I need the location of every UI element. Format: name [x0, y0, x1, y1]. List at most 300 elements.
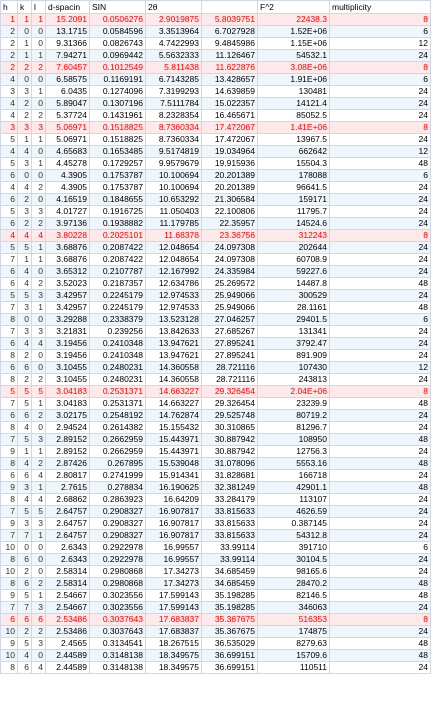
cell-two-theta[interactable]: 9.4845986 — [202, 38, 258, 50]
cell-two-theta[interactable]: 15.022357 — [202, 98, 258, 110]
cell-theta[interactable]: 12.048654 — [146, 254, 202, 266]
cell-sin[interactable]: 0.1729257 — [90, 158, 146, 170]
cell-sin[interactable]: 0.0506276 — [90, 14, 146, 26]
cell-d-spacing[interactable]: 2.64757 — [46, 530, 90, 542]
cell-theta[interactable]: 18.267515 — [146, 638, 202, 650]
cell-h[interactable]: 8 — [1, 662, 18, 674]
cell-sin[interactable]: 0.239256 — [90, 326, 146, 338]
cell-d-spacing[interactable]: 2.58314 — [46, 578, 90, 590]
cell-f-squared[interactable]: 13967.5 — [258, 134, 330, 146]
cell-h[interactable]: 5 — [1, 386, 18, 398]
cell-f-squared[interactable]: 3792.47 — [258, 338, 330, 350]
cell-theta[interactable]: 18.349575 — [146, 662, 202, 674]
cell-k[interactable]: 1 — [18, 50, 32, 62]
cell-l[interactable]: 0 — [32, 74, 46, 86]
cell-f-squared[interactable]: 29401.5 — [258, 314, 330, 326]
cell-l[interactable]: 2 — [32, 626, 46, 638]
cell-theta[interactable]: 16.907817 — [146, 506, 202, 518]
cell-two-theta[interactable]: 25.949066 — [202, 302, 258, 314]
cell-theta[interactable]: 16.907817 — [146, 530, 202, 542]
cell-sin[interactable]: 0.1916725 — [90, 206, 146, 218]
cell-l[interactable]: 0 — [32, 170, 46, 182]
cell-two-theta[interactable]: 24.335984 — [202, 266, 258, 278]
cell-d-spacing[interactable]: 3.42957 — [46, 290, 90, 302]
cell-l[interactable]: 0 — [32, 194, 46, 206]
cell-k[interactable]: 7 — [18, 602, 32, 614]
cell-multiplicity[interactable]: 24 — [330, 374, 431, 386]
cell-k[interactable]: 2 — [18, 218, 32, 230]
cell-d-spacing[interactable]: 4.16519 — [46, 194, 90, 206]
cell-f-squared[interactable]: 516353 — [258, 614, 330, 626]
cell-l[interactable]: 1 — [32, 446, 46, 458]
cell-l[interactable]: 0 — [32, 554, 46, 566]
cell-l[interactable]: 4 — [32, 662, 46, 674]
cell-two-theta[interactable]: 14.639859 — [202, 86, 258, 98]
cell-multiplicity[interactable]: 48 — [330, 434, 431, 446]
cell-h[interactable]: 5 — [1, 242, 18, 254]
cell-two-theta[interactable]: 20.201389 — [202, 170, 258, 182]
cell-d-spacing[interactable]: 2.87426 — [46, 458, 90, 470]
cell-theta[interactable]: 17.34273 — [146, 566, 202, 578]
cell-multiplicity[interactable]: 8 — [330, 614, 431, 626]
cell-k[interactable]: 4 — [18, 146, 32, 158]
cell-multiplicity[interactable]: 24 — [330, 290, 431, 302]
cell-h[interactable]: 6 — [1, 410, 18, 422]
cell-l[interactable]: 5 — [32, 506, 46, 518]
cell-l[interactable]: 0 — [32, 422, 46, 434]
cell-d-spacing[interactable]: 6.0435 — [46, 86, 90, 98]
cell-multiplicity[interactable]: 12 — [330, 362, 431, 374]
cell-theta[interactable]: 14.663227 — [146, 386, 202, 398]
cell-theta[interactable]: 11.68378 — [146, 230, 202, 242]
cell-sin[interactable]: 0.0584596 — [90, 26, 146, 38]
cell-l[interactable]: 2 — [32, 410, 46, 422]
cell-theta[interactable]: 12.048654 — [146, 242, 202, 254]
cell-theta[interactable]: 15.443971 — [146, 446, 202, 458]
cell-multiplicity[interactable]: 8 — [330, 122, 431, 134]
cell-theta[interactable]: 7.5111784 — [146, 98, 202, 110]
cell-d-spacing[interactable]: 3.19456 — [46, 338, 90, 350]
cell-h[interactable]: 5 — [1, 134, 18, 146]
cell-theta[interactable]: 12.634786 — [146, 278, 202, 290]
cell-theta[interactable]: 15.155432 — [146, 422, 202, 434]
cell-two-theta[interactable]: 24.097308 — [202, 254, 258, 266]
cell-h[interactable]: 6 — [1, 338, 18, 350]
cell-k[interactable]: 0 — [18, 314, 32, 326]
cell-d-spacing[interactable]: 2.44589 — [46, 650, 90, 662]
cell-sin[interactable]: 0.2087422 — [90, 254, 146, 266]
cell-f-squared[interactable]: 130481 — [258, 86, 330, 98]
cell-l[interactable]: 1 — [32, 14, 46, 26]
cell-l[interactable]: 2 — [32, 110, 46, 122]
cell-sin[interactable]: 0.2107787 — [90, 266, 146, 278]
cell-multiplicity[interactable]: 24 — [330, 110, 431, 122]
cell-sin[interactable]: 0.2863923 — [90, 494, 146, 506]
cell-h[interactable]: 9 — [1, 482, 18, 494]
cell-k[interactable]: 4 — [18, 422, 32, 434]
cell-f-squared[interactable]: 81296.7 — [258, 422, 330, 434]
cell-d-spacing[interactable]: 3.65312 — [46, 266, 90, 278]
cell-sin[interactable]: 0.3148138 — [90, 662, 146, 674]
cell-k[interactable]: 0 — [18, 170, 32, 182]
cell-two-theta[interactable]: 29.525748 — [202, 410, 258, 422]
cell-h[interactable]: 8 — [1, 374, 18, 386]
cell-f-squared[interactable]: 80719.2 — [258, 410, 330, 422]
cell-f-squared[interactable]: 166718 — [258, 470, 330, 482]
cell-h[interactable]: 9 — [1, 638, 18, 650]
column-header-f-squared[interactable]: F^2 — [258, 1, 330, 14]
cell-multiplicity[interactable]: 24 — [330, 266, 431, 278]
cell-f-squared[interactable]: 15504.3 — [258, 158, 330, 170]
cell-two-theta[interactable]: 31.078096 — [202, 458, 258, 470]
cell-theta[interactable]: 17.599143 — [146, 590, 202, 602]
cell-k[interactable]: 1 — [18, 38, 32, 50]
cell-f-squared[interactable]: 15709.6 — [258, 650, 330, 662]
cell-theta[interactable]: 17.599143 — [146, 602, 202, 614]
cell-k[interactable]: 2 — [18, 110, 32, 122]
cell-multiplicity[interactable]: 24 — [330, 566, 431, 578]
cell-sin[interactable]: 0.1307196 — [90, 98, 146, 110]
cell-d-spacing[interactable]: 5.06971 — [46, 122, 90, 134]
cell-theta[interactable]: 15.539048 — [146, 458, 202, 470]
cell-sin[interactable]: 0.1274096 — [90, 86, 146, 98]
cell-multiplicity[interactable]: 24 — [330, 470, 431, 482]
cell-k[interactable]: 4 — [18, 230, 32, 242]
cell-two-theta[interactable]: 33.284179 — [202, 494, 258, 506]
cell-theta[interactable]: 16.190625 — [146, 482, 202, 494]
cell-l[interactable]: 3 — [32, 602, 46, 614]
cell-d-spacing[interactable]: 3.52023 — [46, 278, 90, 290]
cell-theta[interactable]: 13.947621 — [146, 350, 202, 362]
cell-l[interactable]: 2 — [32, 62, 46, 74]
cell-k[interactable]: 4 — [18, 278, 32, 290]
cell-k[interactable]: 2 — [18, 566, 32, 578]
cell-multiplicity[interactable]: 24 — [330, 662, 431, 674]
cell-d-spacing[interactable]: 5.37724 — [46, 110, 90, 122]
cell-multiplicity[interactable]: 48 — [330, 278, 431, 290]
cell-d-spacing[interactable]: 6.58575 — [46, 74, 90, 86]
cell-h[interactable]: 7 — [1, 302, 18, 314]
cell-sin[interactable]: 0.2908327 — [90, 530, 146, 542]
cell-two-theta[interactable]: 23.36756 — [202, 230, 258, 242]
cell-h[interactable]: 5 — [1, 158, 18, 170]
cell-theta[interactable]: 14.360558 — [146, 362, 202, 374]
cell-f-squared[interactable]: 0.387145 — [258, 518, 330, 530]
cell-h[interactable]: 5 — [1, 206, 18, 218]
cell-two-theta[interactable]: 13.428657 — [202, 74, 258, 86]
cell-h[interactable]: 7 — [1, 506, 18, 518]
cell-multiplicity[interactable]: 48 — [330, 482, 431, 494]
cell-two-theta[interactable]: 17.472067 — [202, 134, 258, 146]
cell-k[interactable]: 3 — [18, 206, 32, 218]
cell-multiplicity[interactable]: 48 — [330, 158, 431, 170]
cell-k[interactable]: 2 — [18, 626, 32, 638]
cell-multiplicity[interactable]: 24 — [330, 554, 431, 566]
cell-k[interactable]: 0 — [18, 74, 32, 86]
cell-sin[interactable]: 0.2531371 — [90, 386, 146, 398]
cell-d-spacing[interactable]: 3.10455 — [46, 374, 90, 386]
cell-k[interactable]: 4 — [18, 338, 32, 350]
cell-l[interactable]: 5 — [32, 386, 46, 398]
cell-f-squared[interactable]: 11795.7 — [258, 206, 330, 218]
cell-l[interactable]: 4 — [32, 470, 46, 482]
cell-d-spacing[interactable]: 2.53486 — [46, 626, 90, 638]
cell-theta[interactable]: 2.9019875 — [146, 14, 202, 26]
cell-two-theta[interactable]: 35.367675 — [202, 626, 258, 638]
cell-l[interactable]: 3 — [32, 290, 46, 302]
cell-sin[interactable]: 0.1938882 — [90, 218, 146, 230]
cell-two-theta[interactable]: 36.535029 — [202, 638, 258, 650]
cell-f-squared[interactable]: 98165.6 — [258, 566, 330, 578]
cell-theta[interactable]: 9.9579679 — [146, 158, 202, 170]
cell-multiplicity[interactable]: 24 — [330, 182, 431, 194]
cell-h[interactable]: 4 — [1, 110, 18, 122]
cell-multiplicity[interactable]: 24 — [330, 134, 431, 146]
cell-f-squared[interactable]: 5553.16 — [258, 458, 330, 470]
cell-h[interactable]: 3 — [1, 86, 18, 98]
cell-sin[interactable]: 0.2531371 — [90, 398, 146, 410]
cell-theta[interactable]: 17.683837 — [146, 614, 202, 626]
cell-h[interactable]: 6 — [1, 470, 18, 482]
cell-l[interactable]: 1 — [32, 242, 46, 254]
cell-f-squared[interactable]: 243813 — [258, 374, 330, 386]
cell-two-theta[interactable]: 19.034964 — [202, 146, 258, 158]
cell-h[interactable]: 9 — [1, 446, 18, 458]
column-header-l[interactable]: l — [32, 1, 46, 14]
cell-k[interactable]: 3 — [18, 158, 32, 170]
cell-d-spacing[interactable]: 2.64757 — [46, 518, 90, 530]
cell-k[interactable]: 6 — [18, 662, 32, 674]
cell-k[interactable]: 3 — [18, 86, 32, 98]
cell-k[interactable]: 1 — [18, 254, 32, 266]
cell-h[interactable]: 4 — [1, 98, 18, 110]
cell-k[interactable]: 0 — [18, 542, 32, 554]
cell-two-theta[interactable]: 30.887942 — [202, 446, 258, 458]
cell-multiplicity[interactable]: 24 — [330, 326, 431, 338]
cell-f-squared[interactable]: 300529 — [258, 290, 330, 302]
cell-k[interactable]: 5 — [18, 386, 32, 398]
cell-sin[interactable]: 0.2908327 — [90, 506, 146, 518]
cell-theta[interactable]: 15.443971 — [146, 434, 202, 446]
cell-l[interactable]: 1 — [32, 398, 46, 410]
cell-l[interactable]: 2 — [32, 458, 46, 470]
cell-sin[interactable]: 0.1753787 — [90, 182, 146, 194]
cell-two-theta[interactable]: 31.828681 — [202, 470, 258, 482]
cell-theta[interactable]: 12.974533 — [146, 290, 202, 302]
cell-multiplicity[interactable]: 6 — [330, 314, 431, 326]
cell-two-theta[interactable]: 33.99114 — [202, 542, 258, 554]
cell-f-squared[interactable]: 12756.3 — [258, 446, 330, 458]
cell-theta[interactable]: 10.653292 — [146, 194, 202, 206]
cell-two-theta[interactable]: 17.472067 — [202, 122, 258, 134]
cell-theta[interactable]: 4.7422993 — [146, 38, 202, 50]
cell-f-squared[interactable]: 391710 — [258, 542, 330, 554]
cell-sin[interactable]: 0.278834 — [90, 482, 146, 494]
cell-theta[interactable]: 8.7360334 — [146, 134, 202, 146]
cell-h[interactable]: 7 — [1, 602, 18, 614]
cell-theta[interactable]: 8.2328354 — [146, 110, 202, 122]
cell-l[interactable]: 4 — [32, 494, 46, 506]
cell-l[interactable]: 3 — [32, 326, 46, 338]
cell-theta[interactable]: 17.34273 — [146, 578, 202, 590]
cell-sin[interactable]: 0.0826743 — [90, 38, 146, 50]
cell-k[interactable]: 1 — [18, 446, 32, 458]
cell-two-theta[interactable]: 22.100806 — [202, 206, 258, 218]
cell-f-squared[interactable]: 14487.8 — [258, 278, 330, 290]
cell-h[interactable]: 2 — [1, 38, 18, 50]
cell-h[interactable]: 7 — [1, 398, 18, 410]
cell-h[interactable]: 1 — [1, 14, 18, 26]
cell-d-spacing[interactable]: 4.01727 — [46, 206, 90, 218]
cell-f-squared[interactable]: 178088 — [258, 170, 330, 182]
cell-f-squared[interactable]: 3.08E+06 — [258, 62, 330, 74]
cell-sin[interactable]: 0.2741999 — [90, 470, 146, 482]
cell-h[interactable]: 3 — [1, 122, 18, 134]
cell-two-theta[interactable]: 27.895241 — [202, 350, 258, 362]
cell-sin[interactable]: 0.3134541 — [90, 638, 146, 650]
cell-two-theta[interactable]: 33.815633 — [202, 518, 258, 530]
cell-k[interactable]: 3 — [18, 518, 32, 530]
cell-theta[interactable]: 13.947621 — [146, 338, 202, 350]
cell-two-theta[interactable]: 34.685459 — [202, 566, 258, 578]
cell-sin[interactable]: 0.1753787 — [90, 170, 146, 182]
cell-theta[interactable]: 13.523128 — [146, 314, 202, 326]
cell-d-spacing[interactable]: 7.94271 — [46, 50, 90, 62]
cell-theta[interactable]: 12.167992 — [146, 266, 202, 278]
cell-sin[interactable]: 0.1653485 — [90, 146, 146, 158]
cell-l[interactable]: 2 — [32, 218, 46, 230]
cell-h[interactable]: 8 — [1, 422, 18, 434]
cell-k[interactable]: 7 — [18, 530, 32, 542]
cell-l[interactable]: 1 — [32, 254, 46, 266]
cell-two-theta[interactable]: 5.8039751 — [202, 14, 258, 26]
cell-h[interactable]: 6 — [1, 194, 18, 206]
cell-sin[interactable]: 0.2662959 — [90, 434, 146, 446]
cell-d-spacing[interactable]: 13.1715 — [46, 26, 90, 38]
cell-h[interactable]: 8 — [1, 554, 18, 566]
cell-f-squared[interactable]: 23239.9 — [258, 398, 330, 410]
cell-h[interactable]: 4 — [1, 74, 18, 86]
cell-h[interactable]: 6 — [1, 218, 18, 230]
cell-sin[interactable]: 0.2087422 — [90, 242, 146, 254]
cell-l[interactable]: 3 — [32, 434, 46, 446]
cell-multiplicity[interactable]: 12 — [330, 146, 431, 158]
cell-h[interactable]: 7 — [1, 326, 18, 338]
cell-multiplicity[interactable]: 24 — [330, 98, 431, 110]
cell-h[interactable]: 9 — [1, 590, 18, 602]
cell-theta[interactable]: 7.3199293 — [146, 86, 202, 98]
cell-h[interactable]: 9 — [1, 518, 18, 530]
cell-k[interactable]: 6 — [18, 470, 32, 482]
cell-f-squared[interactable]: 59227.6 — [258, 266, 330, 278]
cell-sin[interactable]: 0.2980868 — [90, 566, 146, 578]
cell-sin[interactable]: 0.1518825 — [90, 134, 146, 146]
cell-l[interactable]: 0 — [32, 26, 46, 38]
cell-two-theta[interactable]: 6.7027928 — [202, 26, 258, 38]
cell-sin[interactable]: 0.3037643 — [90, 614, 146, 626]
cell-k[interactable]: 4 — [18, 266, 32, 278]
cell-f-squared[interactable]: 1.15E+06 — [258, 38, 330, 50]
cell-two-theta[interactable]: 35.198285 — [202, 602, 258, 614]
cell-sin[interactable]: 0.2480231 — [90, 362, 146, 374]
column-header-theta[interactable]: 2θ — [146, 1, 202, 14]
cell-l[interactable]: 0 — [32, 98, 46, 110]
cell-two-theta[interactable]: 30.310865 — [202, 422, 258, 434]
cell-h[interactable]: 4 — [1, 230, 18, 242]
cell-k[interactable]: 5 — [18, 290, 32, 302]
cell-two-theta[interactable]: 20.201389 — [202, 182, 258, 194]
cell-multiplicity[interactable]: 24 — [330, 422, 431, 434]
cell-theta[interactable]: 3.3513964 — [146, 26, 202, 38]
cell-d-spacing[interactable]: 3.10455 — [46, 362, 90, 374]
cell-sin[interactable]: 0.2980868 — [90, 578, 146, 590]
cell-two-theta[interactable]: 27.895241 — [202, 338, 258, 350]
cell-multiplicity[interactable]: 48 — [330, 578, 431, 590]
cell-k[interactable]: 6 — [18, 554, 32, 566]
cell-f-squared[interactable]: 8279.63 — [258, 638, 330, 650]
cell-k[interactable]: 6 — [18, 614, 32, 626]
cell-two-theta[interactable]: 32.381249 — [202, 482, 258, 494]
cell-f-squared[interactable]: 202644 — [258, 242, 330, 254]
cell-k[interactable]: 4 — [18, 494, 32, 506]
cell-l[interactable]: 3 — [32, 518, 46, 530]
cell-l[interactable]: 4 — [32, 230, 46, 242]
cell-d-spacing[interactable]: 2.94524 — [46, 422, 90, 434]
cell-l[interactable]: 3 — [32, 638, 46, 650]
cell-l[interactable]: 1 — [32, 50, 46, 62]
column-header-sin[interactable]: SIN — [90, 1, 146, 14]
cell-multiplicity[interactable]: 6 — [330, 170, 431, 182]
cell-multiplicity[interactable]: 48 — [330, 458, 431, 470]
cell-sin[interactable]: 0.2922978 — [90, 542, 146, 554]
cell-d-spacing[interactable]: 3.04183 — [46, 398, 90, 410]
cell-sin[interactable]: 0.0969442 — [90, 50, 146, 62]
cell-f-squared[interactable]: 1.91E+06 — [258, 74, 330, 86]
cell-d-spacing[interactable]: 2.54667 — [46, 602, 90, 614]
cell-multiplicity[interactable]: 8 — [330, 62, 431, 74]
cell-multiplicity[interactable]: 48 — [330, 398, 431, 410]
cell-k[interactable]: 5 — [18, 242, 32, 254]
cell-multiplicity[interactable]: 24 — [330, 626, 431, 638]
cell-k[interactable]: 6 — [18, 578, 32, 590]
cell-sin[interactable]: 0.2548192 — [90, 410, 146, 422]
cell-f-squared[interactable]: 4626.59 — [258, 506, 330, 518]
cell-h[interactable]: 10 — [1, 650, 18, 662]
cell-f-squared[interactable]: 159171 — [258, 194, 330, 206]
cell-k[interactable]: 2 — [18, 194, 32, 206]
cell-two-theta[interactable]: 25.949066 — [202, 290, 258, 302]
cell-k[interactable]: 3 — [18, 302, 32, 314]
cell-sin[interactable]: 0.3023556 — [90, 590, 146, 602]
cell-multiplicity[interactable]: 48 — [330, 650, 431, 662]
cell-multiplicity[interactable]: 24 — [330, 494, 431, 506]
cell-two-theta[interactable]: 35.367675 — [202, 614, 258, 626]
cell-d-spacing[interactable]: 2.7615 — [46, 482, 90, 494]
cell-l[interactable]: 0 — [32, 650, 46, 662]
cell-h[interactable]: 2 — [1, 62, 18, 74]
cell-k[interactable]: 2 — [18, 350, 32, 362]
cell-multiplicity[interactable]: 24 — [330, 242, 431, 254]
cell-multiplicity[interactable]: 6 — [330, 542, 431, 554]
cell-d-spacing[interactable]: 3.02175 — [46, 410, 90, 422]
cell-h[interactable]: 10 — [1, 626, 18, 638]
cell-theta[interactable]: 18.349575 — [146, 650, 202, 662]
cell-k[interactable]: 1 — [18, 134, 32, 146]
cell-theta[interactable]: 9.5174819 — [146, 146, 202, 158]
cell-sin[interactable]: 0.2908327 — [90, 518, 146, 530]
cell-d-spacing[interactable]: 2.89152 — [46, 446, 90, 458]
cell-sin[interactable]: 0.2245179 — [90, 290, 146, 302]
